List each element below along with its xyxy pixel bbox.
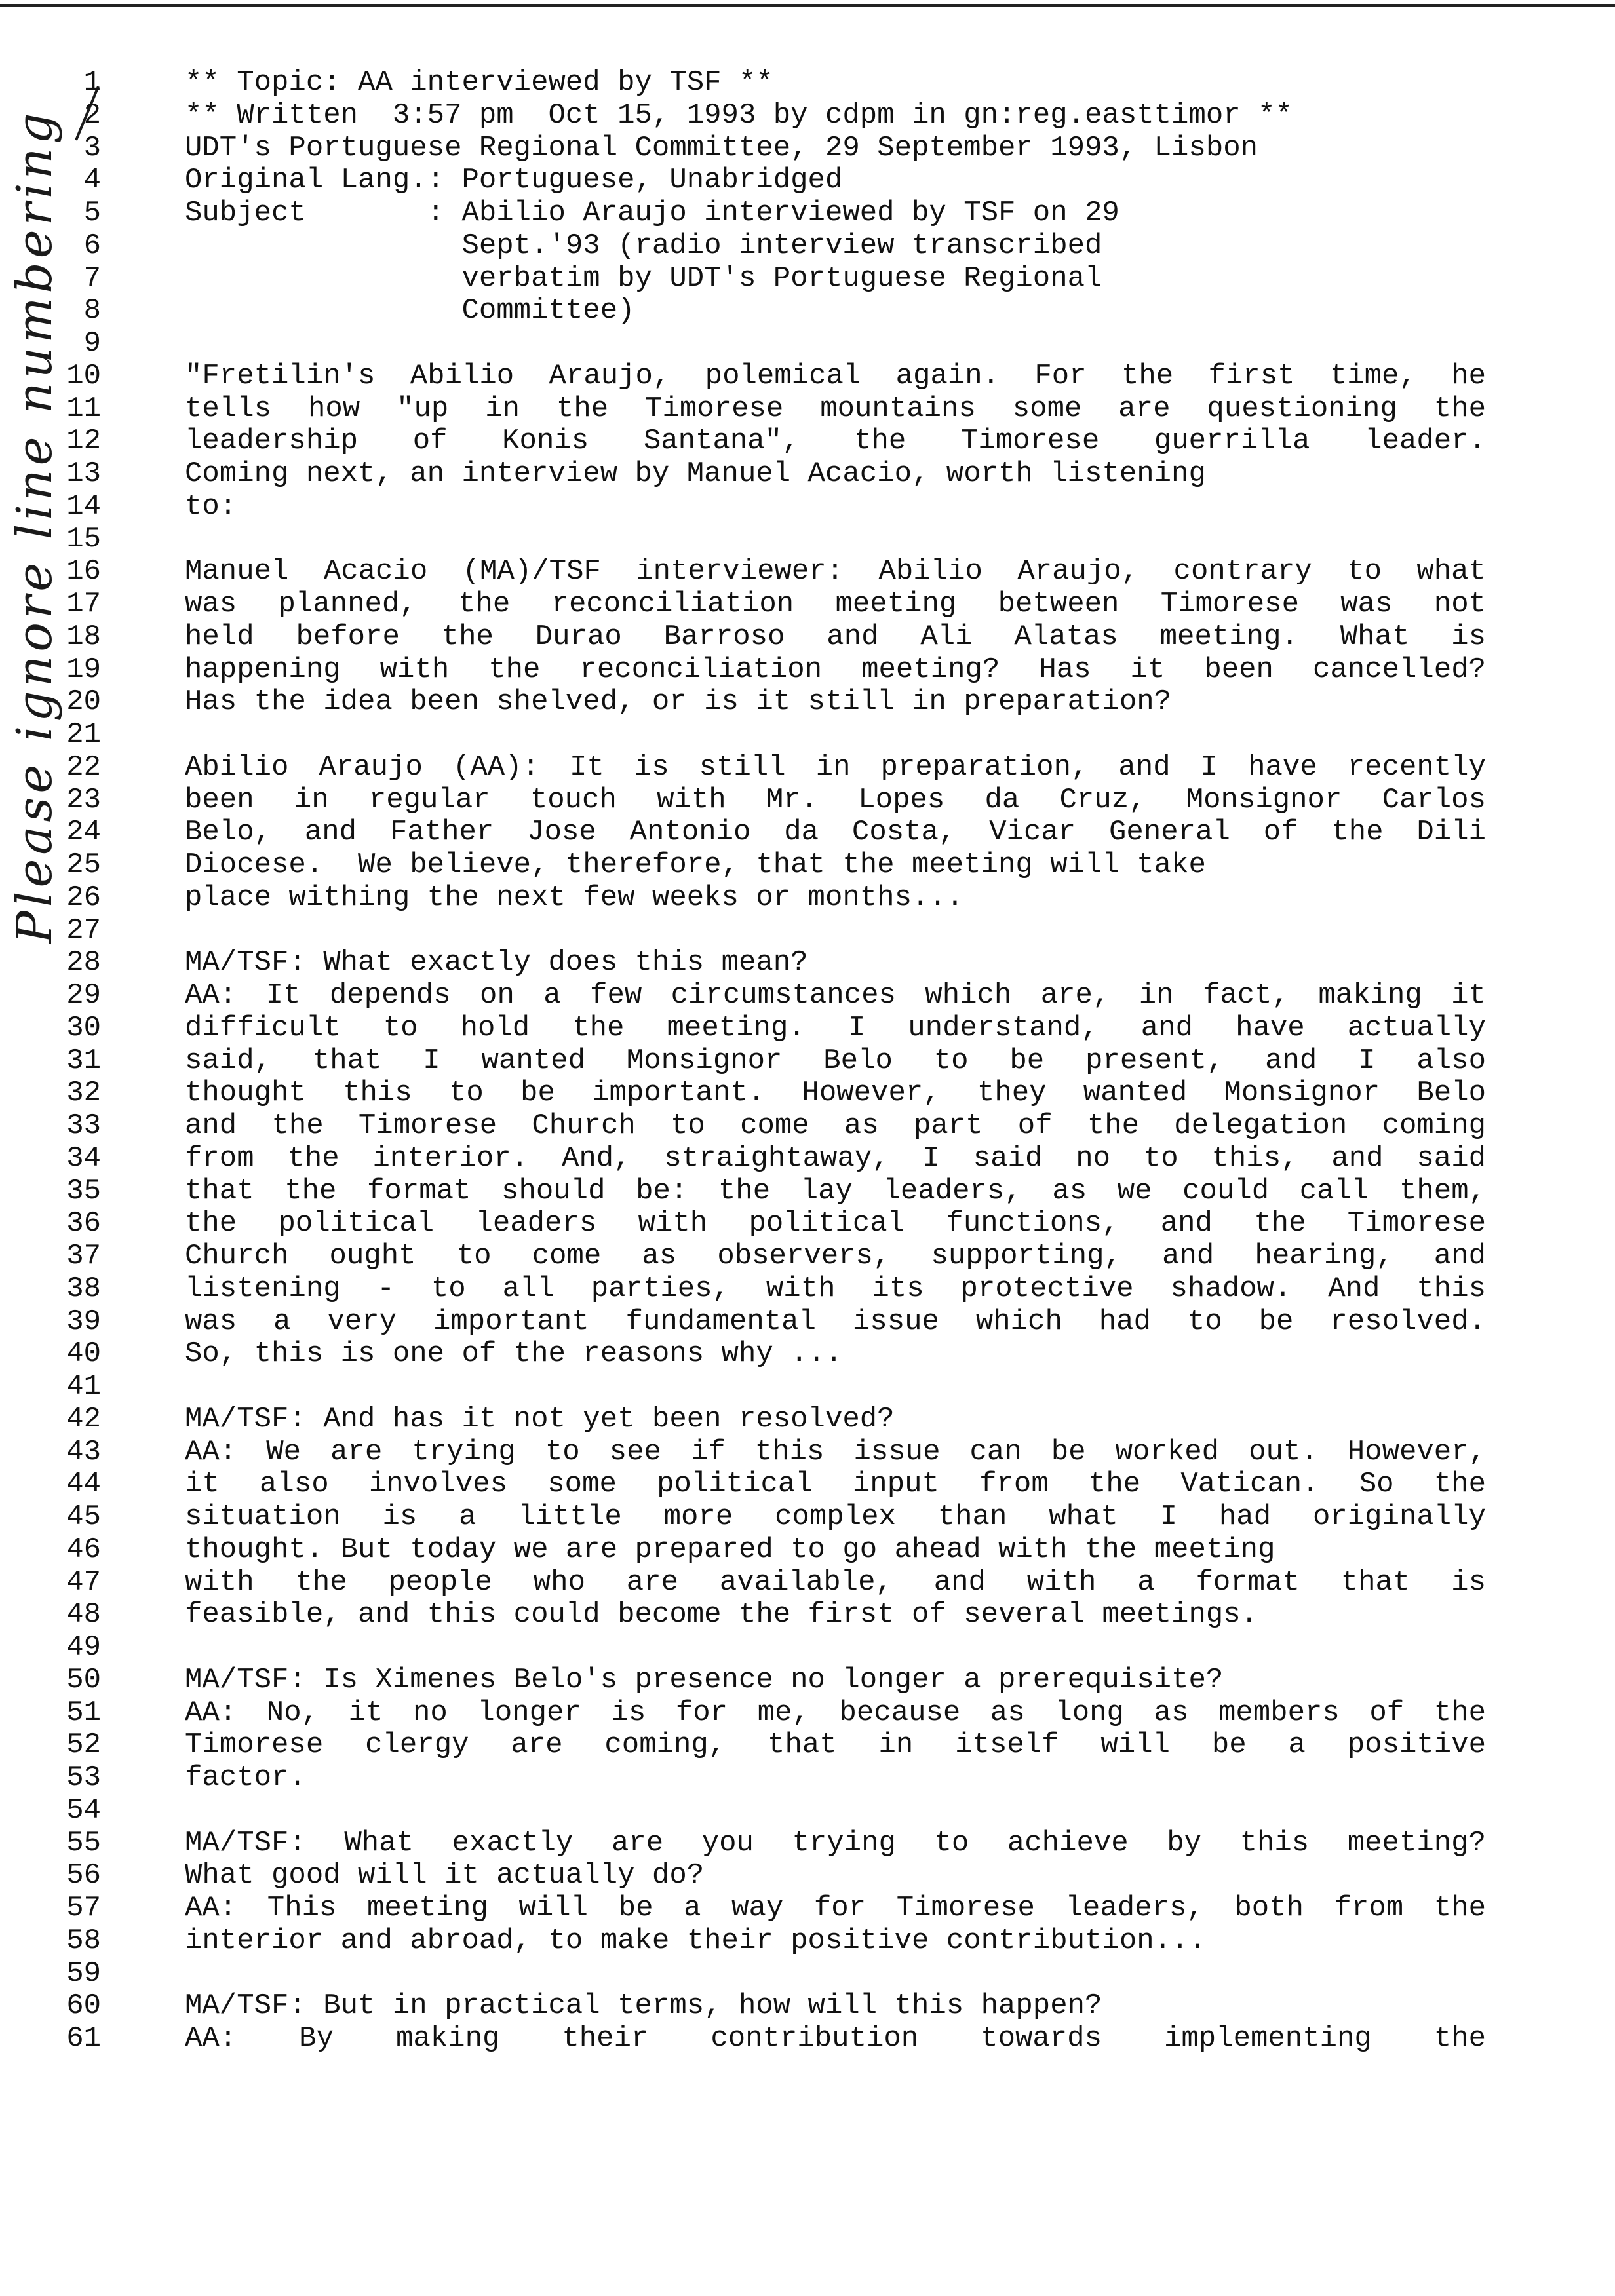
text-line: situation is a little more complex than what I had originally — [185, 1501, 1486, 1533]
subject-line: Committee) — [185, 294, 635, 328]
line-number: 36 — [66, 1207, 101, 1240]
text-line: feasible, and this could become the first of several meetings. — [185, 1598, 1258, 1632]
text-line: AA: No, it no longer is for me, because as long as members of the — [185, 1696, 1486, 1729]
text-line: AA: It depends on a few circumstances which are, in fact, making it — [185, 979, 1486, 1012]
text-line: to: — [185, 489, 237, 523]
blank-line — [185, 1371, 1486, 1404]
line-number: 43 — [66, 1435, 101, 1468]
line-number: 24 — [66, 816, 101, 849]
text-line: listening - to all parties, with its protective shadow. And this — [185, 1272, 1486, 1305]
blank-line — [185, 1795, 1486, 1827]
line-number: 31 — [66, 1044, 101, 1077]
line-number: 44 — [66, 1468, 101, 1501]
text-line: Diocese. We believe, therefore, that the meeting will take — [185, 849, 1206, 881]
line-number: 29 — [66, 979, 101, 1012]
line-number: 56 — [66, 1859, 101, 1892]
text-line: MA/TSF: And has it not yet been resolved? — [185, 1402, 895, 1436]
text-line: held before the Durao Barroso and Ali Alatas meeting. What is — [185, 620, 1486, 653]
text-line: MA/TSF: But in practical terms, how will this happen? — [185, 1989, 1102, 2023]
line-number: 19 — [66, 653, 101, 686]
source-line: UDT's Portuguese Regional Committee, 29 September 1993, Lisbon — [185, 131, 1258, 164]
text-line: been in regular touch with Mr. Lopes da Cruz, Monsignor Carlos — [185, 783, 1486, 816]
text-line: thought this to be important. However, they wanted Monsignor Belo — [185, 1077, 1486, 1110]
subject-line: Sept.'93 (radio interview transcribed — [185, 229, 1102, 262]
blank-line — [185, 1632, 1486, 1664]
line-number: 18 — [66, 620, 101, 653]
line-number: 15 — [66, 522, 101, 556]
text-line: MA/TSF: What exactly does this mean? — [185, 946, 808, 980]
line-number: 32 — [66, 1077, 101, 1110]
line-number: 25 — [66, 849, 101, 881]
text-line: factor. — [185, 1761, 306, 1794]
line-number: 50 — [66, 1663, 101, 1696]
text-line: AA: By making their contribution towards implementing the — [185, 2022, 1486, 2055]
text-line: Has the idea been shelved, or is it still in preparation? — [185, 685, 1172, 719]
line-number: 48 — [66, 1598, 101, 1632]
line-number: 7 — [83, 261, 101, 295]
line-number: 47 — [66, 1565, 101, 1599]
original-language-line: Original Lang.: Portuguese, Unabridged — [185, 164, 843, 197]
line-number: 26 — [66, 881, 101, 914]
document-body — [185, 67, 1486, 2056]
text-line: interior and abroad, to make their positive contribution... — [185, 1924, 1206, 1957]
blank-line — [185, 524, 1486, 556]
line-number: 61 — [66, 2022, 101, 2055]
line-number: 57 — [66, 1892, 101, 1924]
blank-line — [185, 1958, 1486, 1991]
line-number: 12 — [66, 425, 101, 458]
handwritten-margin-note: Please ignore line numbering — [7, 109, 63, 944]
text-line: Belo, and Father Jose Antonio da Costa, Vicar General of the Dili — [185, 816, 1486, 849]
text-line: happening with the reconciliation meeting? Has it been cancelled? — [185, 653, 1486, 686]
line-number: 22 — [66, 750, 101, 784]
line-number: 42 — [66, 1402, 101, 1436]
text-line: and the Timorese Church to come as part of the delegation coming — [185, 1109, 1486, 1142]
blank-line — [185, 915, 1486, 947]
line-number: 41 — [66, 1370, 101, 1403]
page-top-border — [0, 4, 1615, 7]
line-number: 10 — [66, 359, 101, 392]
line-number: 16 — [66, 555, 101, 588]
line-number: 46 — [66, 1533, 101, 1566]
line-number: 3 — [83, 131, 101, 164]
blank-line — [185, 328, 1486, 360]
text-line: Timorese clergy are coming, that in itself will be a positive — [185, 1729, 1486, 1762]
line-number: 35 — [66, 1174, 101, 1208]
line-number: 52 — [66, 1729, 101, 1762]
line-number: 34 — [66, 1141, 101, 1175]
text-line: "Fretilin's Abilio Araujo, polemical again. For the first time, he — [185, 359, 1486, 392]
line-number: 30 — [66, 1011, 101, 1044]
line-number: 60 — [66, 1989, 101, 2023]
text-line: from the interior. And, straightaway, I said no to this, and said — [185, 1141, 1486, 1175]
text-line: What good will it actually do? — [185, 1859, 705, 1892]
text-line: thought. But today we are prepared to go ahead with the meeting — [185, 1533, 1275, 1566]
blank-line — [185, 719, 1486, 752]
line-number: 11 — [66, 392, 101, 425]
line-number: 51 — [66, 1696, 101, 1729]
text-line: Coming next, an interview by Manuel Acacio, worth listening — [185, 457, 1206, 490]
line-number: 39 — [66, 1305, 101, 1338]
line-number: 49 — [66, 1631, 101, 1664]
line-number: 37 — [66, 1240, 101, 1272]
line-number: 55 — [66, 1826, 101, 1860]
text-line: with the people who are available, and with a format that is — [185, 1565, 1486, 1599]
subject-line: verbatim by UDT's Portuguese Regional — [185, 261, 1102, 295]
text-line: Manuel Acacio (MA)/TSF interviewer: Abilio Araujo, contrary to what — [185, 555, 1486, 588]
topic-line: ** Topic: AA interviewed by TSF ** — [185, 66, 773, 99]
line-number: 1 — [83, 66, 101, 99]
text-line: AA: This meeting will be a way for Timorese leaders, both from the — [185, 1892, 1486, 1924]
text-line: difficult to hold the meeting. I understand, and have actually — [185, 1011, 1486, 1044]
line-number: 59 — [66, 1957, 101, 1990]
written-line: ** Written 3:57 pm Oct 15, 1993 by cdpm in gn:reg.easttimor ** — [185, 98, 1293, 132]
line-number: 54 — [66, 1793, 101, 1827]
text-line: Church ought to come as observers, supporting, and hearing, and — [185, 1240, 1486, 1272]
line-number: 38 — [66, 1272, 101, 1305]
text-line: it also involves some political input from the Vatican. So the — [185, 1468, 1486, 1501]
line-number: 40 — [66, 1337, 101, 1371]
subject-line: Subject : Abilio Araujo interviewed by TSF on 29 — [185, 197, 1119, 229]
line-number: 14 — [66, 489, 101, 523]
line-number: 5 — [83, 197, 101, 229]
line-number: 33 — [66, 1109, 101, 1142]
line-number: 45 — [66, 1501, 101, 1533]
text-line: AA: We are trying to see if this issue can be worked out. However, — [185, 1435, 1486, 1468]
text-line: leadership of Konis Santana", the Timorese guerrilla leader. — [185, 425, 1486, 458]
text-line: MA/TSF: Is Ximenes Belo's presence no longer a prerequisite? — [185, 1663, 1224, 1696]
line-number: 17 — [66, 588, 101, 621]
text-line: was planned, the reconciliation meeting between Timorese was not — [185, 588, 1486, 621]
text-line: was a very important fundamental issue which had to be resolved. — [185, 1305, 1486, 1338]
line-number: 20 — [66, 685, 101, 719]
line-number: 8 — [83, 294, 101, 328]
text-line: Abilio Araujo (AA): It is still in preparation, and I have recently — [185, 750, 1486, 784]
text-line: place withing the next few weeks or months... — [185, 881, 964, 914]
text-line: the political leaders with political functions, and the Timorese — [185, 1207, 1486, 1240]
line-number: 13 — [66, 457, 101, 490]
line-number: 53 — [66, 1761, 101, 1794]
line-number: 21 — [66, 718, 101, 751]
line-number: 4 — [83, 164, 101, 197]
text-line: tells how "up in the Timorese mountains some are questioning the — [185, 392, 1486, 425]
line-number: 23 — [66, 783, 101, 816]
text-line: said, that I wanted Monsignor Belo to be present, and I also — [185, 1044, 1486, 1077]
line-number: 58 — [66, 1924, 101, 1957]
line-number: 9 — [83, 327, 101, 360]
line-number: 28 — [66, 946, 101, 980]
line-number: 27 — [66, 913, 101, 947]
text-line: that the format should be: the lay leaders, as we could call them, — [185, 1174, 1486, 1208]
text-line: MA/TSF: What exactly are you trying to achieve by this meeting? — [185, 1826, 1486, 1860]
line-number: 2 — [83, 98, 101, 132]
line-number-gutter — [60, 67, 101, 2056]
text-line: So, this is one of the reasons why ... — [185, 1337, 843, 1371]
line-number: 6 — [83, 229, 101, 262]
